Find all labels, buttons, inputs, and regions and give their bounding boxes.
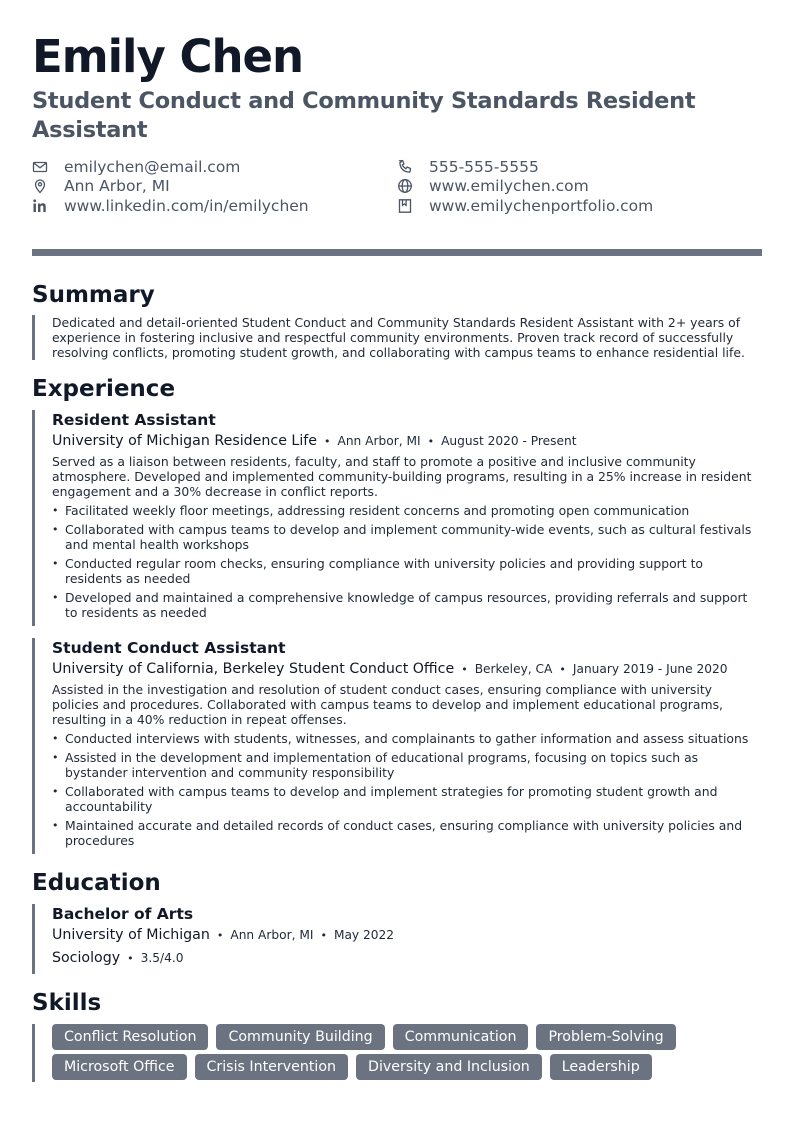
candidate-name: Emily Chen (32, 30, 304, 83)
contact-linkedin[interactable] (32, 196, 397, 216)
contact-portfolio[interactable] (397, 196, 762, 216)
list-item: • Collaborated with campus teams to develop and implement community-wide events, such as cultural festivals and mental health workshops (52, 522, 762, 552)
separator-dot: • (216, 928, 224, 942)
degree-title: Bachelor of Arts (52, 904, 194, 923)
list-item: • Collaborated with campus teams to develop and implement strategies for promoting student growth and accountability (52, 784, 762, 814)
job-entry-title: Resident Assistant (52, 410, 216, 429)
skill-tag: Conflict Resolution (52, 1024, 208, 1050)
job-entry-org: University of California, Berkeley Student Conduct Office (52, 660, 455, 677)
skills-heading: Skills (32, 989, 102, 1016)
portfolio-icon (397, 198, 413, 214)
education-meta (52, 924, 762, 947)
job-title: Student Conduct and Community Standards Resident Assistant (32, 88, 696, 143)
job-entry (32, 638, 762, 854)
list-item: • Conducted regular room checks, ensuring compliance with university policies and providing support to residents as needed (52, 556, 762, 586)
contact-phone-text: 555-555-5555 (429, 157, 539, 176)
list-item: • Facilitated weekly floor meetings, addressing resident concerns and promoting open communication (52, 503, 762, 518)
job-entry-bullets (52, 731, 762, 848)
graduation-date: May 2022 (333, 927, 395, 942)
contact-linkedin-text: www.linkedin.com/in/emilychen (64, 196, 309, 215)
separator-dot: • (324, 434, 331, 448)
skill-tag: Leadership (550, 1054, 652, 1080)
skills-list (32, 1024, 752, 1082)
job-entry-meta (52, 430, 762, 453)
summary-heading: Summary (32, 281, 155, 308)
separator-dot: • (427, 434, 435, 448)
job-entry-location: Berkeley, CA (474, 661, 553, 676)
separator-dot: • (320, 928, 327, 942)
contact-phone[interactable] (397, 157, 762, 177)
education-major-row (52, 947, 762, 970)
job-entry (32, 410, 762, 626)
header-divider (32, 249, 762, 256)
gpa: 3.5/4.0 (140, 950, 184, 965)
list-item: • Assisted in the development and implementation of educational programs, focusing on topics such as bystander intervention and community responsibility (52, 750, 762, 780)
school-name: University of Michigan (52, 926, 210, 943)
contact-portfolio-text: www.emilychenportfolio.com (429, 196, 654, 215)
job-entry-description: Assisted in the investigation and resolution of student conduct cases, ensuring compliance with university policies and procedures. Collaborated with campus teams to develop and implement educational programs, resulting in a 40% reduction in repeat offenses. (52, 681, 723, 727)
summary-text: Dedicated and detail-oriented Student Conduct and Community Standards Resident Assistant with 2+ years of experience in fostering inclusive and respectful community environments. Proven track record of successfully resolving conflicts, promoting student growth, and collaborating with campus teams to enhance residential life. (32, 315, 762, 360)
location-pin-icon (32, 178, 48, 194)
globe-icon (397, 178, 413, 194)
job-entry-location: Ann Arbor, MI (337, 433, 421, 448)
skill-tag: Crisis Intervention (195, 1054, 349, 1080)
phone-icon (397, 159, 413, 175)
education-heading: Education (32, 869, 161, 896)
separator-dot: • (127, 951, 134, 965)
separator-dot: • (461, 662, 468, 676)
contact-website[interactable] (397, 177, 762, 197)
job-entry-dates: January 2019 - June 2020 (572, 661, 728, 676)
skill-tag: Microsoft Office (52, 1054, 187, 1080)
separator-dot: • (559, 662, 566, 676)
contact-email-text: emilychen@email.com (64, 157, 241, 176)
linkedin-icon (32, 198, 48, 214)
contact-location (32, 177, 397, 197)
skill-tag: Problem-Solving (536, 1024, 675, 1050)
contact-location-text: Ann Arbor, MI (64, 177, 170, 196)
job-entry-bullets (52, 503, 762, 620)
skill-tag: Communication (393, 1024, 529, 1050)
contact-email[interactable] (32, 157, 397, 177)
job-entry-title: Student Conduct Assistant (52, 638, 286, 657)
major: Sociology (52, 949, 121, 966)
mail-icon (32, 159, 48, 175)
list-item: • Developed and maintained a comprehensive knowledge of campus resources, providing referrals and support to residents as needed (52, 590, 762, 620)
skill-tag: Diversity and Inclusion (356, 1054, 542, 1080)
education-entry (32, 904, 762, 974)
contact-list (32, 157, 762, 216)
job-entry-dates: August 2020 - Present (441, 433, 577, 448)
list-item: • Maintained accurate and detailed records of conduct cases, ensuring compliance with university policies and procedures (52, 818, 762, 848)
list-item: • Conducted interviews with students, witnesses, and complainants to gather information and assess situations (52, 731, 762, 746)
experience-heading: Experience (32, 375, 176, 402)
resume-page (32, 30, 762, 1082)
school-location: Ann Arbor, MI (230, 927, 314, 942)
contact-website-text: www.emilychen.com (429, 177, 589, 196)
skill-tag: Community Building (216, 1024, 384, 1050)
job-entry-meta (52, 658, 762, 681)
job-entry-org: University of Michigan Residence Life (52, 432, 317, 449)
job-entry-description: Served as a liaison between residents, faculty, and staff to promote a positive and inclusive community atmosphere. Developed and implemented community-building programs, resulting in a 25% increase in resident engagement and a 30% decrease in conflict reports. (52, 453, 752, 499)
